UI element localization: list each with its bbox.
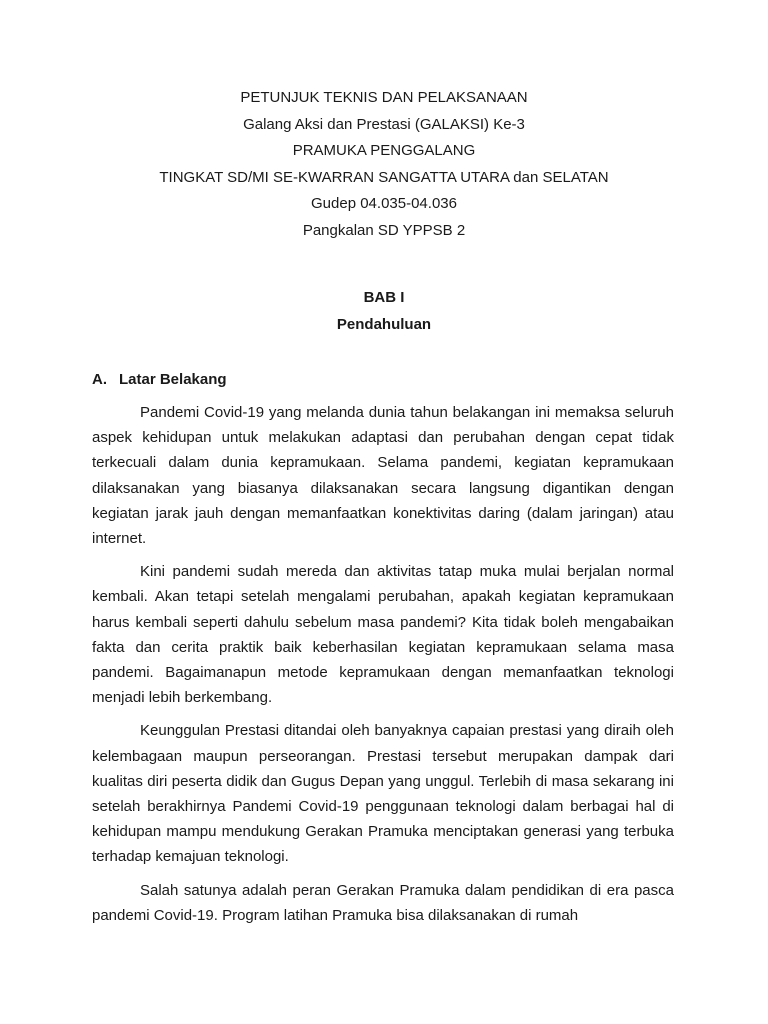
title-line-4: TINGKAT SD/MI SE-KWARRAN SANGATTA UTARA dan SELATAN	[159, 168, 609, 186]
title-line-1: PETUNJUK TEKNIS DAN PELAKSANAAN	[240, 89, 528, 106]
title-line-2: Galang Aksi dan Prestasi (GALAKSI) Ke-3	[243, 115, 525, 133]
title-line-5: Gudep 04.035-04.036	[311, 195, 457, 212]
paragraph: Salah satunya adalah peran Gerakan Pramuka dalam pendidikan di era pasca pandemi Covid-19. Program latihan Pramuka bisa dilaksanakan di rumah	[92, 881, 674, 924]
chapter-heading	[0, 285, 768, 338]
paragraph: Pandemi Covid-19 yang melanda dunia tahun belakangan ini memaksa seluruh aspek kehidupan untuk melakukan adaptasi dan perubahan dengan cepat tidak terkecuali dalam dunia kepramukaan. Selama pandemi, kegiatan kepramukaan dilaksanakan yang biasanya dilaksanakan secara langsung digantikan dengan kegiatan jarak jauh dengan memanfaatkan konektivitas daring (dalam jaringan) atau internet.	[92, 404, 674, 548]
title-line-3: PRAMUKA PENGGALANG	[292, 142, 476, 159]
chapter-number: BAB I	[363, 289, 405, 306]
section-heading	[92, 367, 227, 393]
chapter-title: Pendahuluan	[336, 315, 432, 333]
body-text	[92, 400, 674, 936]
document-title-block	[0, 85, 768, 244]
paragraph: Keunggulan Prestasi ditandai oleh banyaknya capaian prestasi yang diraih oleh kelembagaan maupun perseorangan. Prestasi tersebut merupakan dampak dari kualitas diri peserta didik dan Gugus Depan yang unggul. Terlebih di masa sekarang ini setelah berakhirnya Pandemi Covid-19 penggunaan teknologi dalam berbagai hal di kehidupan mampu mendukung Gerakan Pramuka menciptakan generasi yang terbuka terhadap kemajuan teknologi.	[92, 722, 674, 866]
title-line-6: Pangkalan SD YPPSB 2	[302, 221, 466, 239]
section-number: A.	[92, 371, 107, 388]
paragraph: Kini pandemi sudah mereda dan aktivitas tatap muka mulai berjalan normal kembali. Akan tetapi setelah mengalami perubahan, apakah kegiatan kepramukaan harus kembali seperti dahulu sebelum masa pandemi? Kita tidak boleh mengabaikan fakta dan cerita praktik baik keberhasilan kegiatan kepramukaan selama masa pandemi. Bagaimanapun metode kepramukaan dengan memanfaatkan teknologi menjadi lebih berkembang.	[92, 563, 674, 707]
section-title: Latar Belakang	[119, 371, 227, 388]
